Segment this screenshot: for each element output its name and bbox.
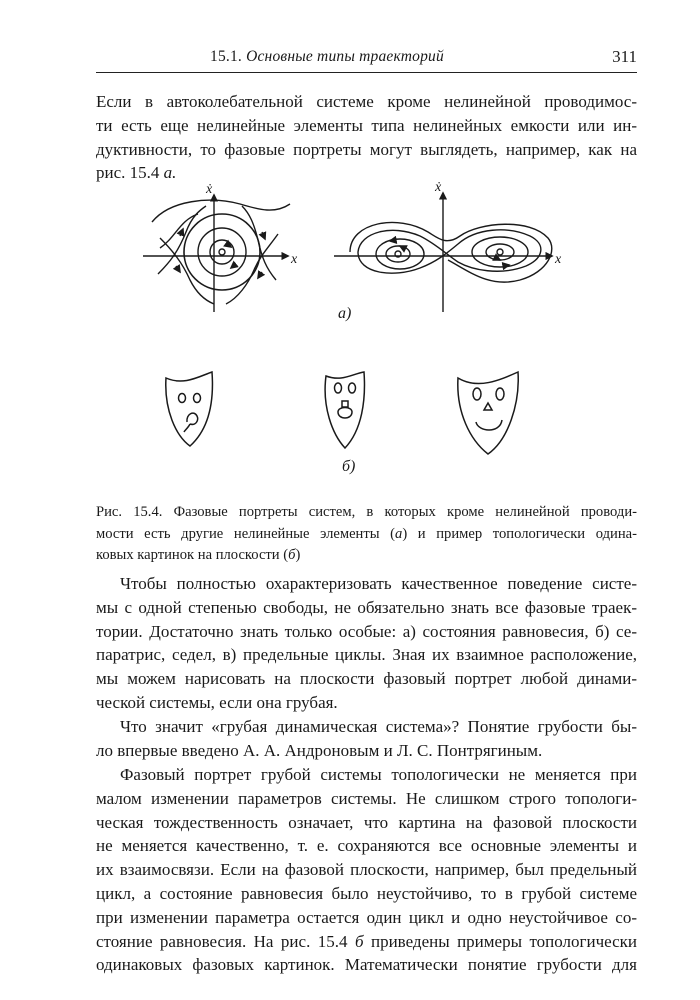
figure-reference: б (354, 931, 364, 951)
figure-reference: а. (163, 163, 177, 183)
caption-text: ковых картинок на плоскости ( (96, 547, 289, 563)
text-line-content: стояние равновесия. На рис. 15.4 (96, 931, 355, 951)
focus-right (497, 249, 503, 255)
text-line-content: рис. 15.4 (96, 163, 164, 183)
x-axis-label-right: x (555, 252, 562, 267)
text-line-content: Если в автоколебательной системе кроме нелинейной проводимос- (96, 92, 637, 111)
figure-caption (96, 502, 637, 567)
caption-ref: а (395, 525, 403, 542)
caption-text: ) и пример топологически одина- (402, 525, 638, 542)
paragraph-robust-system (96, 763, 637, 977)
mask-happy (458, 372, 518, 454)
text-line: цикл, а состояние равновесия было неустойчиво, то в грубой системе (96, 883, 637, 903)
figure-15-4 (0, 0, 700, 480)
text-line-content: приведены примеры топологически (363, 931, 637, 951)
phase-portrait-left (143, 195, 290, 312)
text-line: Что значит «грубая динамическая система»? Понятие грубости бы- (120, 717, 637, 736)
limit-cycle-middle (198, 228, 246, 276)
text-line: Фазовый портрет грубой системы топологически не меняется при (120, 765, 637, 784)
caption-text: ) (295, 547, 301, 563)
text-line: мы можем нарисовать на плоскости фазовый портрет любой динами- (96, 669, 637, 689)
text-line: тории. Достаточно знать только особые: а) состояния равновесия, б) се- (96, 621, 637, 641)
text-line: не меняется качественно, т. е. сохраняются все основные элементы и (96, 836, 637, 856)
paragraph-robustness-question (96, 715, 637, 763)
limit-cycle-outer (184, 214, 260, 290)
text-line: мы с одной степенью свободы, не обязательно знать все фазовые траек- (96, 597, 637, 617)
text-line: Чтобы полностью охарактеризовать качественное поведение систе- (120, 574, 637, 593)
caption-line (96, 524, 637, 546)
text-line: малом изменении параметров системы. Не слишком строго топологи- (96, 788, 637, 808)
text-line: одинаковых фазовых картинок. Математически понятие грубости для (96, 955, 637, 975)
panel-label-a: а) (338, 305, 352, 322)
page-number: 311 (612, 47, 637, 66)
separatrix (226, 234, 278, 304)
mask-neutral (325, 372, 364, 448)
text-line: ти есть еще нелинейные элементы типа нелинейных емкости или ин- (96, 115, 637, 135)
y-axis-label-left: ẋ (206, 182, 213, 197)
topological-masks (166, 372, 518, 454)
y-axis-label-right: ẋ (435, 180, 442, 195)
caption-line (96, 545, 637, 567)
text-line: ло впервые введено А. А. Андроновым и Л. С. Понтрягиным. (96, 740, 543, 760)
phase-portrait-right (334, 193, 552, 312)
panel-label-b: б) (342, 458, 356, 475)
paragraph-special-trajectories (96, 572, 637, 715)
mask-sad (166, 372, 213, 446)
caption-ref: б (288, 547, 296, 563)
outer-trajectory (152, 200, 290, 222)
header-title: Основные типы траекторий (246, 48, 444, 65)
focus-loop-left-inner (386, 246, 410, 262)
equilibrium-point (219, 249, 225, 255)
text-line: паратрис, седел, в) предельные циклы. Зная их взаимное расположение, (96, 645, 637, 665)
header-section-number: 15.1. (210, 48, 242, 65)
text-line: при изменении параметра остается один цикл и одно неустойчивое со- (96, 907, 637, 927)
caption-text: мости есть другие нелинейные элементы ( (96, 525, 396, 542)
text-line: их взаимосвязи. Если на фазовой плоскости, например, был предельный (96, 860, 637, 880)
text-line: ческая тождественность означает, что картина на фазовой плоскости (96, 812, 637, 832)
focus-loop-right (472, 237, 528, 267)
separatrix (160, 238, 214, 304)
text-line (96, 930, 637, 954)
caption-line: Рис. 15.4. Фазовые портреты систем, в которых кроме нелинейной проводи- (96, 504, 637, 520)
x-axis-label-left: x (291, 252, 298, 267)
focus-loop-right-inner (486, 244, 514, 260)
text-line: ческой системы, если она грубая. (96, 692, 338, 712)
focus-loop-left (376, 239, 424, 269)
text-line: дуктивности, то фазовые портреты могут выглядеть, например, как на (96, 139, 637, 159)
